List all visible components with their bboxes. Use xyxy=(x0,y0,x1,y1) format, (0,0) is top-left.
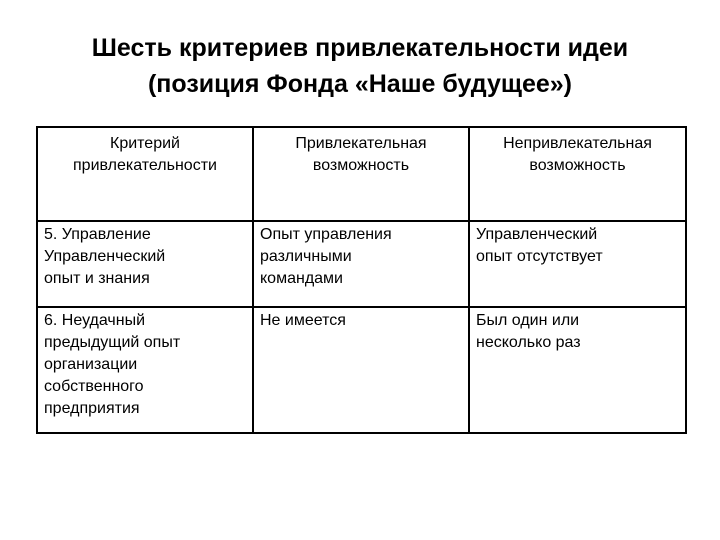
table-row xyxy=(37,221,686,307)
cell-text: командами xyxy=(260,270,343,287)
cell-text: организации xyxy=(44,356,138,373)
cell-criterion xyxy=(37,307,253,433)
header-text: Привлекательная xyxy=(295,135,427,152)
cell-attractive xyxy=(253,221,469,307)
table-header-row xyxy=(37,127,686,221)
cell-text: 5. Управление xyxy=(44,226,151,243)
header-text: возможность xyxy=(529,157,626,174)
header-attractive xyxy=(253,127,469,221)
cell-text: Не имеется xyxy=(260,312,346,329)
cell-text: Опыт управления xyxy=(260,226,392,243)
cell-text: несколько раз xyxy=(476,334,581,351)
criteria-table xyxy=(36,126,687,434)
cell-text: предыдущий опыт xyxy=(44,334,181,351)
slide-title-line-2: (позиция Фонда «Наше будущее») xyxy=(147,70,572,98)
cell-text: Управленческий xyxy=(44,248,166,265)
header-text: привлекательности xyxy=(73,157,217,174)
cell-attractive xyxy=(253,307,469,433)
header-criterion xyxy=(37,127,253,221)
header-text: Критерий xyxy=(110,135,180,152)
table-row xyxy=(37,307,686,433)
header-unattractive xyxy=(469,127,686,221)
cell-text: собственного xyxy=(44,378,144,395)
slide-title-line-1: Шесть критериев привлекательности идеи xyxy=(91,34,629,62)
cell-text: 6. Неудачный xyxy=(44,312,146,329)
cell-text: опыт отсутствует xyxy=(476,248,603,265)
slide-title xyxy=(0,30,720,102)
cell-criterion xyxy=(37,221,253,307)
header-text: Непривлекательная xyxy=(503,135,652,152)
cell-text: Управленческий xyxy=(476,226,598,243)
cell-text: предприятия xyxy=(44,400,140,417)
cell-text: Был один или xyxy=(476,312,580,329)
cell-unattractive xyxy=(469,307,686,433)
cell-text: опыт и знания xyxy=(44,270,150,287)
cell-text: различными xyxy=(260,248,352,265)
header-text: возможность xyxy=(312,157,410,174)
cell-unattractive xyxy=(469,221,686,307)
